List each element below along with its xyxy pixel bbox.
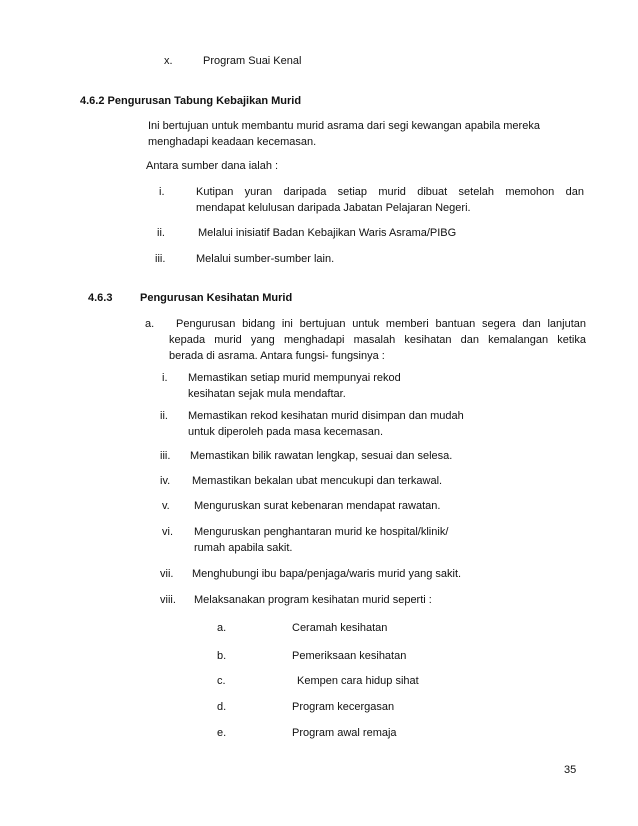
list-item-number: vii. [160,568,174,580]
paragraph-line: berada di asrama. Antara fungsi- fungsinya : [169,350,385,362]
sub-list-item-text: Program awal remaja [292,727,397,739]
paragraph-line: kepada murid yang menghadapi masalah kesihatan dan kemalangan ketika [169,334,586,346]
paragraph-label: Antara sumber dana ialah : [146,160,279,172]
list-item-number: iii. [155,253,166,265]
paragraph-line: Ini bertujuan untuk membantu murid asrama dari segi kewangan apabila mereka [148,120,540,132]
list-item-text: Menghubungi ibu bapa/penjaga/waris murid yang sakit. [192,568,462,580]
list-item-number: vi. [162,526,173,538]
list-item-number: ii. [160,410,168,422]
sub-list-item-number: a. [217,622,227,634]
list-item-text: untuk diperoleh pada masa kecemasan. [188,426,384,438]
list-item-text: Memastikan bekalan ubat mencukupi dan terkawal. [192,475,443,487]
page-number: 35 [564,764,577,776]
section-heading-4-6-2: 4.6.2 Pengurusan Tabung Kebajikan Murid [80,95,302,107]
list-item-text: Melaksanakan program kesihatan murid seperti : [194,594,432,606]
list-item-text: Melalui sumber-sumber lain. [196,253,335,265]
list-item-text: kesihatan sejak mula mendaftar. [188,388,346,400]
list-item-number: iv. [160,475,171,487]
sub-list-item-text: Kempen cara hidup sihat [297,675,419,687]
sub-list-item-number: e. [217,727,227,739]
sub-list-item-text: Program kecergasan [292,701,395,713]
list-item-number: ii. [157,227,165,239]
sub-list-item-text: Ceramah kesihatan [292,622,388,634]
section-number-4-6-3: 4.6.3 [88,292,113,304]
sub-list-item-number: d. [217,701,227,713]
list-item-text: Kutipan yuran daripada setiap murid dibuat setelah memohon dan [196,186,584,198]
list-item-number: x. [164,55,173,67]
list-item-number: i. [159,186,165,198]
sub-list-item-number: b. [217,650,227,662]
list-item-text: mendapat kelulusan daripada Jabatan Pelajaran Negeri. [196,202,471,214]
list-item-number: v. [162,500,170,512]
list-item-text: Memastikan rekod kesihatan murid disimpan dan mudah [188,410,464,422]
list-item-text: Program Suai Kenal [203,55,302,67]
sub-list-item-number: c. [217,675,226,687]
list-item-text: Memastikan setiap murid mempunyai rekod [188,372,401,384]
list-item-text: Menguruskan surat kebenaran mendapat rawatan. [194,500,441,512]
sub-list-item-text: Pemeriksaan kesihatan [292,650,407,662]
list-item-text: rumah apabila sakit. [194,542,293,554]
list-item-number: iii. [160,450,171,462]
paragraph-line: menghadapi keadaan kecemasan. [148,136,317,148]
list-item-text: Memastikan bilik rawatan lengkap, sesuai dan selesa. [190,450,453,462]
list-item-number: viii. [160,594,176,606]
list-item-number: a. [145,318,155,330]
paragraph-line: Pengurusan bidang ini bertujuan untuk memberi bantuan segera dan lanjutan [176,318,586,330]
section-heading-4-6-3: Pengurusan Kesihatan Murid [140,292,293,304]
list-item-text: Menguruskan penghantaran murid ke hospital/klinik/ [194,526,449,538]
list-item-text: Melalui inisiatif Badan Kebajikan Waris Asrama/PIBG [198,227,457,239]
list-item-number: i. [162,372,168,384]
